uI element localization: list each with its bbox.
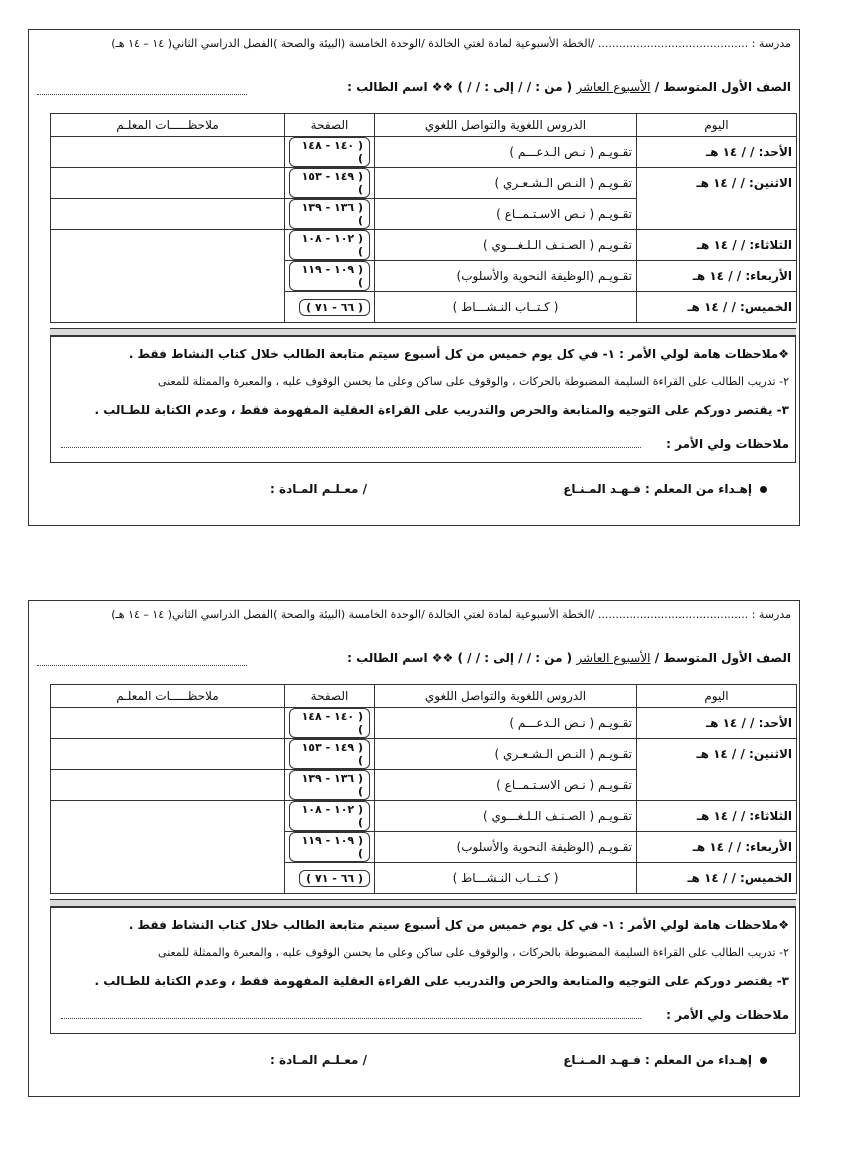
parent-notes-label: ملاحظات ولي الأمر : — [666, 1008, 789, 1022]
teacher-note-cell[interactable] — [51, 230, 285, 323]
student-name-label: ❖❖ اسم الطالب : — [347, 80, 454, 94]
lesson-cell: تقـويـم ( نـص الـدعـــم ) — [375, 708, 637, 739]
table-row — [51, 739, 797, 770]
teacher-note-cell[interactable] — [51, 137, 285, 168]
sheet-header — [111, 608, 791, 621]
pages-cell: ( ١٤٩ - ١٥٣ ) — [289, 168, 370, 198]
column-header-pages: الصفحة — [285, 685, 375, 708]
day-cell: الخميس: / / ١٤ هـ — [637, 292, 797, 323]
teacher-gift-text: إهـداء من المعلم : فـهـد المـنـاع — [563, 1053, 752, 1067]
table-header-row — [51, 685, 797, 708]
lesson-cell: تقـويـم ( النـص الـشـعـري ) — [375, 739, 637, 770]
day-cell: الثلاثاء: / / ١٤ هـ — [637, 801, 797, 832]
plan-title: /الخطة الأسبوعية لمادة لغتي الخالدة /الوحدة الخامسة (البيئة والصحة )الفصل الدراسي الثاني( ١٤ – ١٤ هـ) — [111, 608, 595, 621]
column-header-teacher-notes: ملاحظـــــات المعلـم — [51, 685, 285, 708]
week-label: الأسبوع العاشر — [576, 80, 651, 94]
notes-line-1: ❖ملاحظات هامة لولي الأمر : ١- في كل يوم خميس من كل أسبوع سيتم متابعة الطالب خلال كتاب النشاط فقط . — [128, 347, 789, 361]
pages-cell: ( ١٤٩ - ١٥٣ ) — [289, 739, 370, 769]
week-range: ( من : / / إلى : / / ) — [457, 651, 573, 665]
lesson-cell: تقـويـم ( نـص الاسـتـمــاع ) — [375, 770, 637, 801]
pages-cell: ( ١٤٠ - ١٤٨ ) — [289, 708, 370, 738]
lesson-cell: تقـويـم ( النـص الـشـعـري ) — [375, 168, 637, 199]
lesson-cell: تقـويـم (الوظيفة النحوية والأسلوب) — [375, 832, 637, 863]
day-cell: الأربعاء: / / ١٤ هـ — [637, 261, 797, 292]
weekly-plan-sheet-2 — [28, 600, 800, 1097]
table-row — [51, 801, 797, 832]
school-name-blank[interactable]: ........................................... — [597, 608, 749, 621]
student-name-label: ❖❖ اسم الطالب : — [347, 651, 454, 665]
pages-cell: ( ١٣٦ - ١٣٩ ) — [289, 199, 370, 229]
lesson-cell: تقـويـم ( الصـنـف الـلـغـــوي ) — [375, 801, 637, 832]
subject-teacher-label: / معـلـم المـادة : — [270, 1053, 367, 1067]
teacher-note-cell[interactable] — [51, 168, 285, 199]
parent-notes-box — [50, 907, 796, 1034]
pages-cell: ( ١٤٠ - ١٤٨ ) — [289, 137, 370, 167]
day-cell: الأحد: / / ١٤ هـ — [637, 137, 797, 168]
section-divider — [50, 899, 796, 907]
table-row — [51, 137, 797, 168]
column-header-lessons: الدروس اللغوية والتواصل اللغوي — [375, 685, 637, 708]
student-name-field[interactable] — [37, 94, 247, 95]
student-name-field[interactable] — [37, 665, 247, 666]
parent-notes-label: ملاحظات ولي الأمر : — [666, 437, 789, 451]
column-header-day: اليوم — [637, 685, 797, 708]
day-cell: الثلاثاء: / / ١٤ هـ — [637, 230, 797, 261]
grade-week-row — [347, 80, 791, 94]
bullet-icon — [760, 1057, 767, 1064]
table-header-row — [51, 114, 797, 137]
day-cell: الاثنين: / / ١٤ هـ — [637, 739, 797, 801]
column-header-teacher-notes: ملاحظـــــات المعلـم — [51, 114, 285, 137]
notes-line-2: ٢- تدريب الطالب على القراءة السليمة المضبوطة بالحركات ، والوقوف على ساكن وعلى ما يحسن الوقوف عليه ، والمعبرة والممثلة للمعنى — [158, 375, 789, 388]
pages-cell: ( ١٠٩ - ١١٩ ) — [289, 261, 370, 291]
lessons-table — [50, 684, 797, 894]
parent-notes-field[interactable] — [61, 447, 641, 448]
school-label: مدرسة : — [751, 608, 791, 621]
day-cell: الأربعاء: / / ١٤ هـ — [637, 832, 797, 863]
pages-cell: ( ١٠٢ - ١٠٨ ) — [289, 230, 370, 260]
pages-cell: ( ١٣٦ - ١٣٩ ) — [289, 770, 370, 800]
teacher-gift — [563, 482, 767, 496]
pages-cell: ( ٦٦ - ٧١ ) — [299, 299, 370, 316]
section-divider — [50, 328, 796, 336]
subject-teacher-label: / معـلـم المـادة : — [270, 482, 367, 496]
week-range: ( من : / / إلى : / / ) — [457, 80, 573, 94]
parent-notes-box — [50, 336, 796, 463]
notes-line-1: ❖ملاحظات هامة لولي الأمر : ١- في كل يوم خميس من كل أسبوع سيتم متابعة الطالب خلال كتاب النشاط فقط . — [128, 918, 789, 932]
column-header-pages: الصفحة — [285, 114, 375, 137]
weekly-plan-sheet-1 — [28, 29, 800, 526]
lesson-cell: تقـويـم ( الصـنـف الـلـغـــوي ) — [375, 230, 637, 261]
plan-title: /الخطة الأسبوعية لمادة لغتي الخالدة /الوحدة الخامسة (البيئة والصحة )الفصل الدراسي الثاني( ١٤ – ١٤ هـ) — [111, 37, 595, 50]
grade-label: الصف الأول المتوسط / — [654, 80, 791, 94]
table-row — [51, 708, 797, 739]
lesson-cell: ( كـتــاب النـشـــاط ) — [375, 863, 637, 894]
table-row — [51, 168, 797, 199]
teacher-note-cell[interactable] — [51, 770, 285, 801]
pages-cell: ( ١٠٢ - ١٠٨ ) — [289, 801, 370, 831]
pages-cell: ( ٦٦ - ٧١ ) — [299, 870, 370, 887]
lesson-cell: ( كـتــاب النـشـــاط ) — [375, 292, 637, 323]
teacher-note-cell[interactable] — [51, 739, 285, 770]
week-label: الأسبوع العاشر — [576, 651, 651, 665]
school-label: مدرسة : — [751, 37, 791, 50]
day-cell: الخميس: / / ١٤ هـ — [637, 863, 797, 894]
teacher-gift — [563, 1053, 767, 1067]
column-header-lessons: الدروس اللغوية والتواصل اللغوي — [375, 114, 637, 137]
school-name-blank[interactable]: ........................................... — [597, 37, 749, 50]
teacher-note-cell[interactable] — [51, 199, 285, 230]
bullet-icon — [760, 486, 767, 493]
pages-cell: ( ١٠٩ - ١١٩ ) — [289, 832, 370, 862]
teacher-note-cell[interactable] — [51, 708, 285, 739]
grade-week-row — [347, 651, 791, 665]
lesson-cell: تقـويـم ( نـص الـدعـــم ) — [375, 137, 637, 168]
parent-notes-field[interactable] — [61, 1018, 641, 1019]
day-cell: الاثنين: / / ١٤ هـ — [637, 168, 797, 230]
grade-label: الصف الأول المتوسط / — [654, 651, 791, 665]
table-row — [51, 230, 797, 261]
sheet-header — [111, 37, 791, 50]
column-header-day: اليوم — [637, 114, 797, 137]
notes-line-3: ٣- يقتصر دوركم على التوجيه والمتابعة والحرص والتدريب على القراءة العقلية المفهومة فقط ، وعدم الكتابة للطـالب . — [94, 974, 789, 988]
notes-line-2: ٢- تدريب الطالب على القراءة السليمة المضبوطة بالحركات ، والوقوف على ساكن وعلى ما يحسن الوقوف عليه ، والمعبرة والممثلة للمعنى — [158, 946, 789, 959]
lessons-table — [50, 113, 797, 323]
lesson-cell: تقـويـم (الوظيفة النحوية والأسلوب) — [375, 261, 637, 292]
teacher-note-cell[interactable] — [51, 801, 285, 894]
teacher-gift-text: إهـداء من المعلم : فـهـد المـنـاع — [563, 482, 752, 496]
day-cell: الأحد: / / ١٤ هـ — [637, 708, 797, 739]
notes-line-3: ٣- يقتصر دوركم على التوجيه والمتابعة والحرص والتدريب على القراءة العقلية المفهومة فقط ، وعدم الكتابة للطـالب . — [94, 403, 789, 417]
lesson-cell: تقـويـم ( نـص الاسـتـمــاع ) — [375, 199, 637, 230]
